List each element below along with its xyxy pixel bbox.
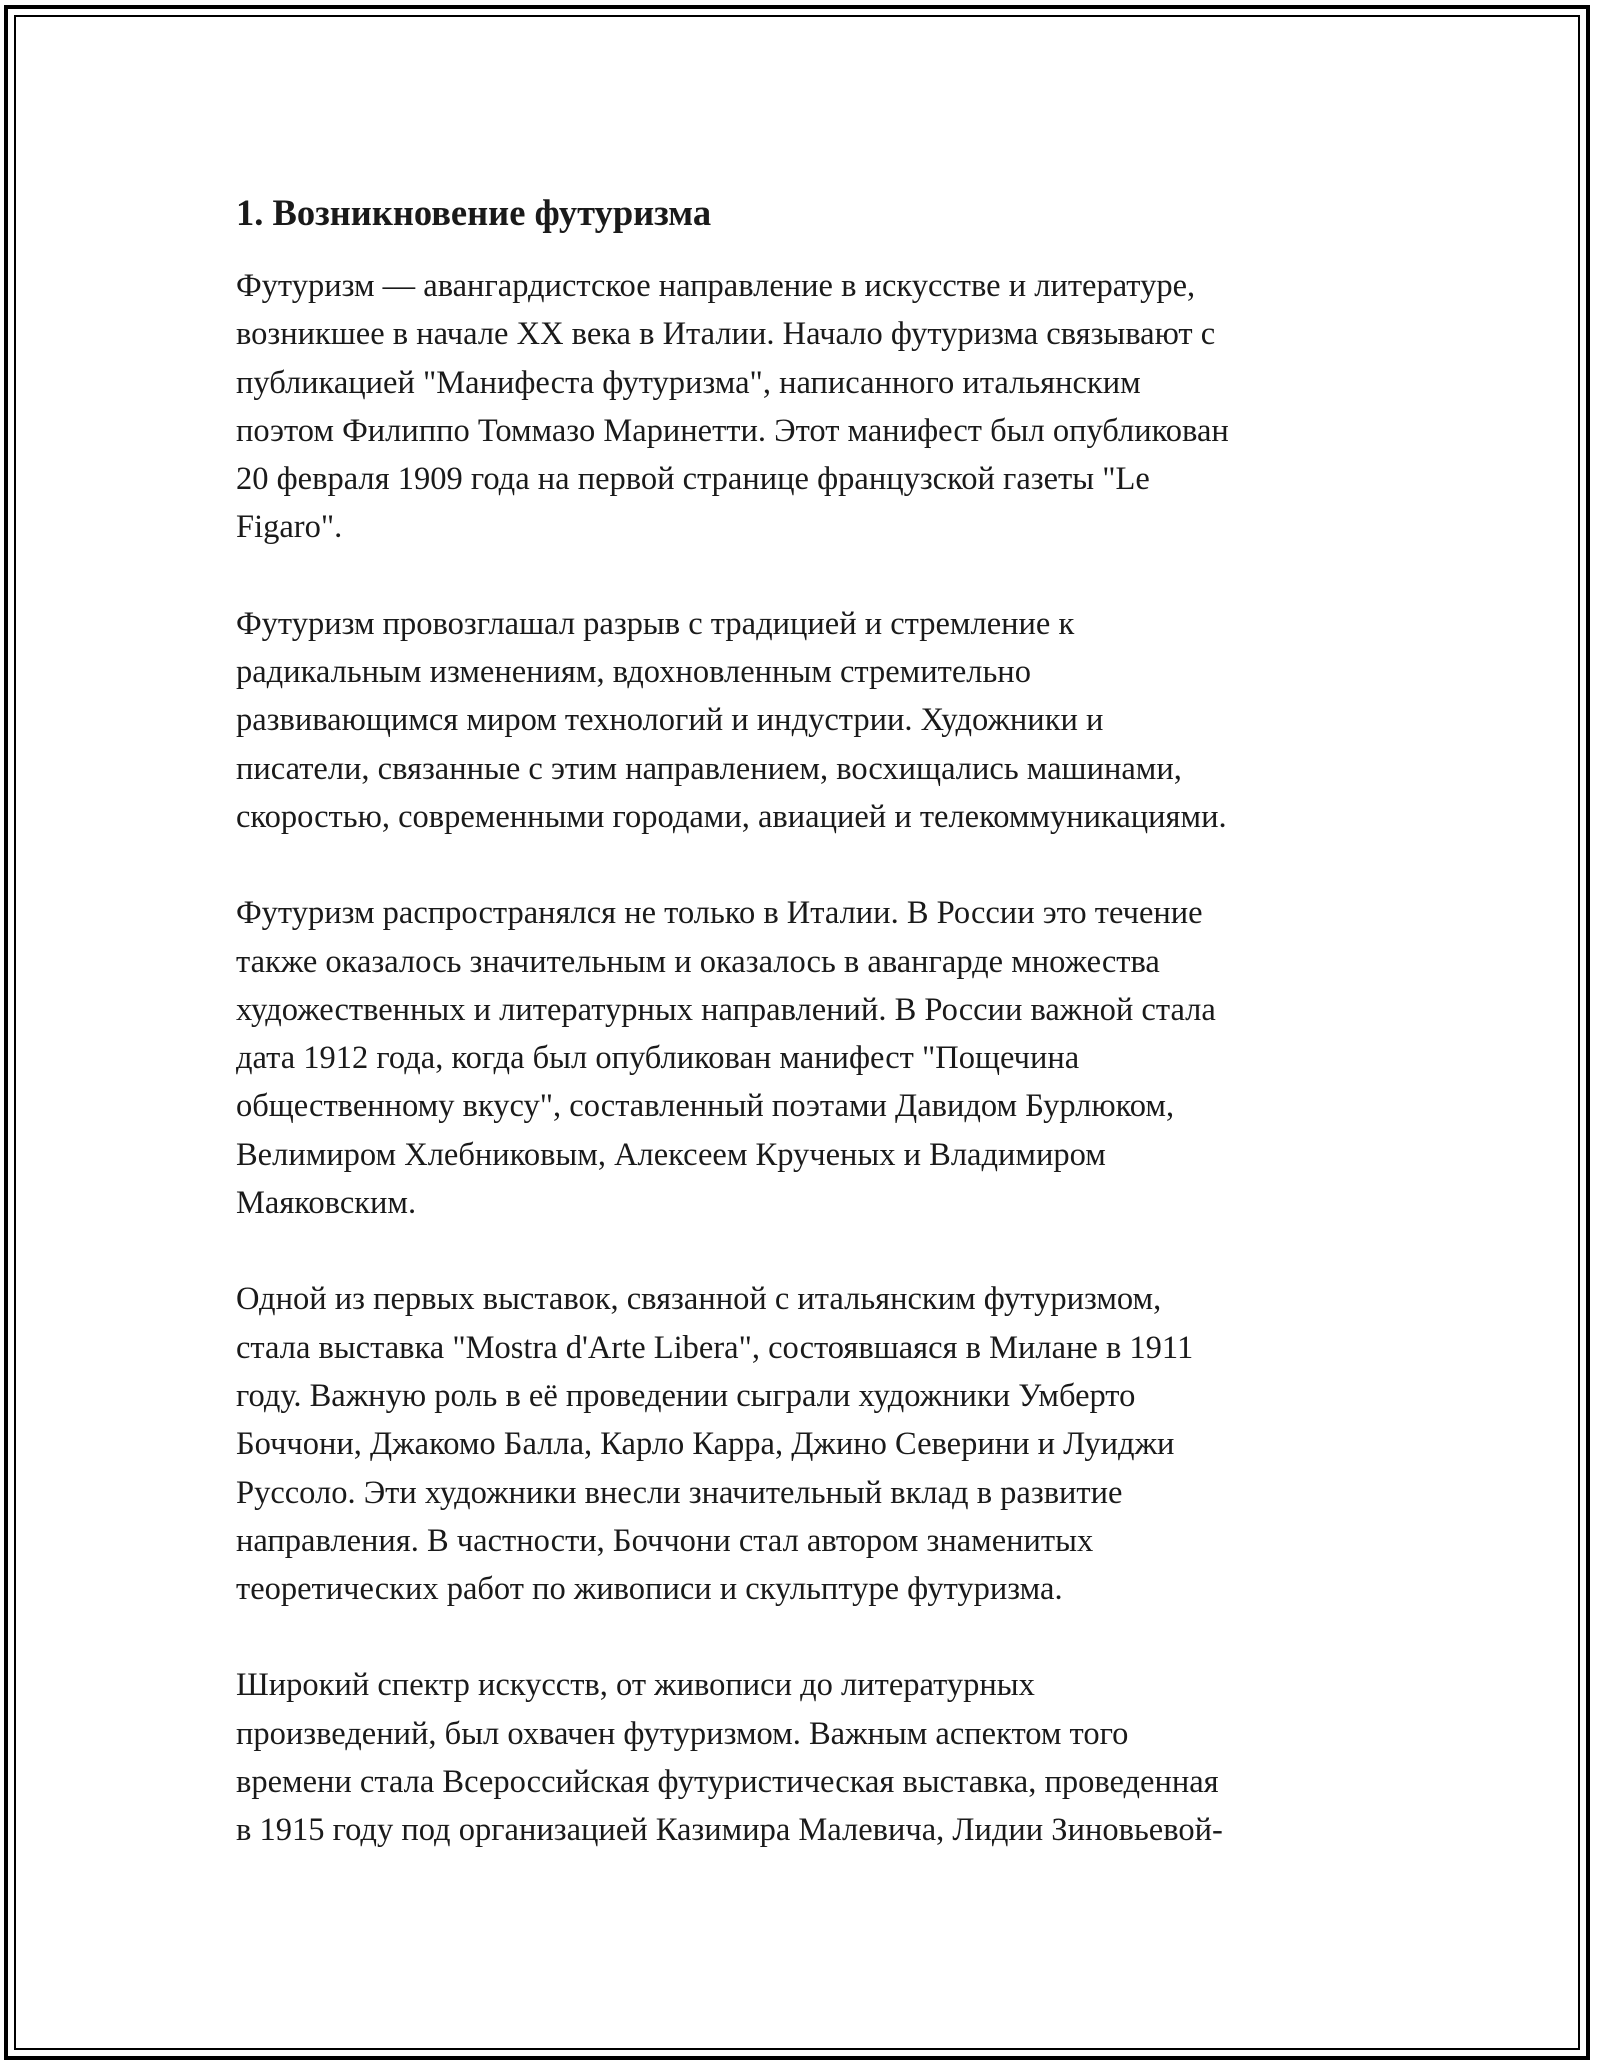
section-heading: 1. Возникновение футуризма: [236, 192, 712, 233]
paragraph-5: [236, 1661, 1396, 1854]
text-line: общественному вкусу", составленный поэтами Давидом Бурлюком,: [236, 1088, 1175, 1125]
text-line: теоретических работ по живописи и скульптуре футуризма.: [236, 1571, 1063, 1608]
text-line: дата 1912 года, когда был опубликован манифест "Пощечина: [236, 1040, 1080, 1077]
text-line: также оказалось значительным и оказалось в авангарде множества: [236, 943, 1160, 980]
text-line: радикальным изменениям, вдохновленным стремительно: [236, 654, 1031, 691]
paragraph-2: [236, 600, 1396, 841]
text-line: Велимиром Хлебниковым, Алексеем Крученых и Владимиром: [236, 1136, 1106, 1173]
text-line: времени стала Всероссийская футуристическая выставка, проведенная: [236, 1764, 1219, 1801]
text-line: публикацией "Манифеста футуризма", написанного итальянским: [236, 364, 1141, 401]
text-line: Боччони, Джакомо Балла, Карло Карра, Джино Северини и Луиджи: [236, 1426, 1175, 1463]
text-line: Маяковским.: [236, 1185, 417, 1222]
text-line: Футуризм — авангардистское направление в искусстве и литературе,: [236, 268, 1196, 304]
text-line: возникшее в начале XX века в Италии. Начало футуризма связывают с: [236, 316, 1216, 353]
text-line: писатели, связанные с этим направлением, восхищались машинами,: [236, 750, 1182, 787]
text-line: Футуризм распространялся не только в Италии. В России это течение: [236, 895, 1203, 932]
text-line: скоростью, современными городами, авиацией и телекоммуникациями.: [236, 798, 1227, 835]
text-line: развивающимся миром технологий и индустрии. Художники и: [236, 702, 1104, 739]
text-line: Figaro".: [236, 509, 343, 546]
paragraph-1: [236, 262, 1396, 552]
text-line: в 1915 году под организацией Казимира Малевича, Лидии Зиновьевой-: [236, 1812, 1223, 1849]
text-line: 20 февраля 1909 года на первой странице французской газеты "Le: [236, 461, 1150, 498]
paragraph-4: [236, 1275, 1396, 1613]
text-line: стала выставка "Mostra d'Arte Libera", состоявшаяся в Милане в 1911: [236, 1329, 1194, 1366]
text-line: произведений, был охвачен футуризмом. Важным аспектом того: [236, 1715, 1129, 1752]
document-body: [236, 186, 1396, 1903]
text-line: поэтом Филиппо Томмазо Маринетти. Этот манифест был опубликован: [236, 412, 1229, 449]
text-line: направления. В частности, Боччони стал автором знаменитых: [236, 1522, 1094, 1559]
text-line: Одной из первых выставок, связанной с итальянским футуризмом,: [236, 1281, 1162, 1318]
text-line: Футуризм провозглашал разрыв с традицией и стремление к: [236, 605, 1075, 642]
paragraph-3: [236, 889, 1396, 1227]
text-line: художественных и литературных направлений. В России важной стала: [236, 991, 1216, 1028]
text-line: Широкий спектр искусств, от живописи до литературных: [236, 1667, 1035, 1704]
text-line: году. Важную роль в её проведении сыграли художники Умберто: [236, 1377, 1136, 1414]
text-line: Руссоло. Эти художники внесли значительный вклад в развитие: [236, 1474, 1123, 1511]
